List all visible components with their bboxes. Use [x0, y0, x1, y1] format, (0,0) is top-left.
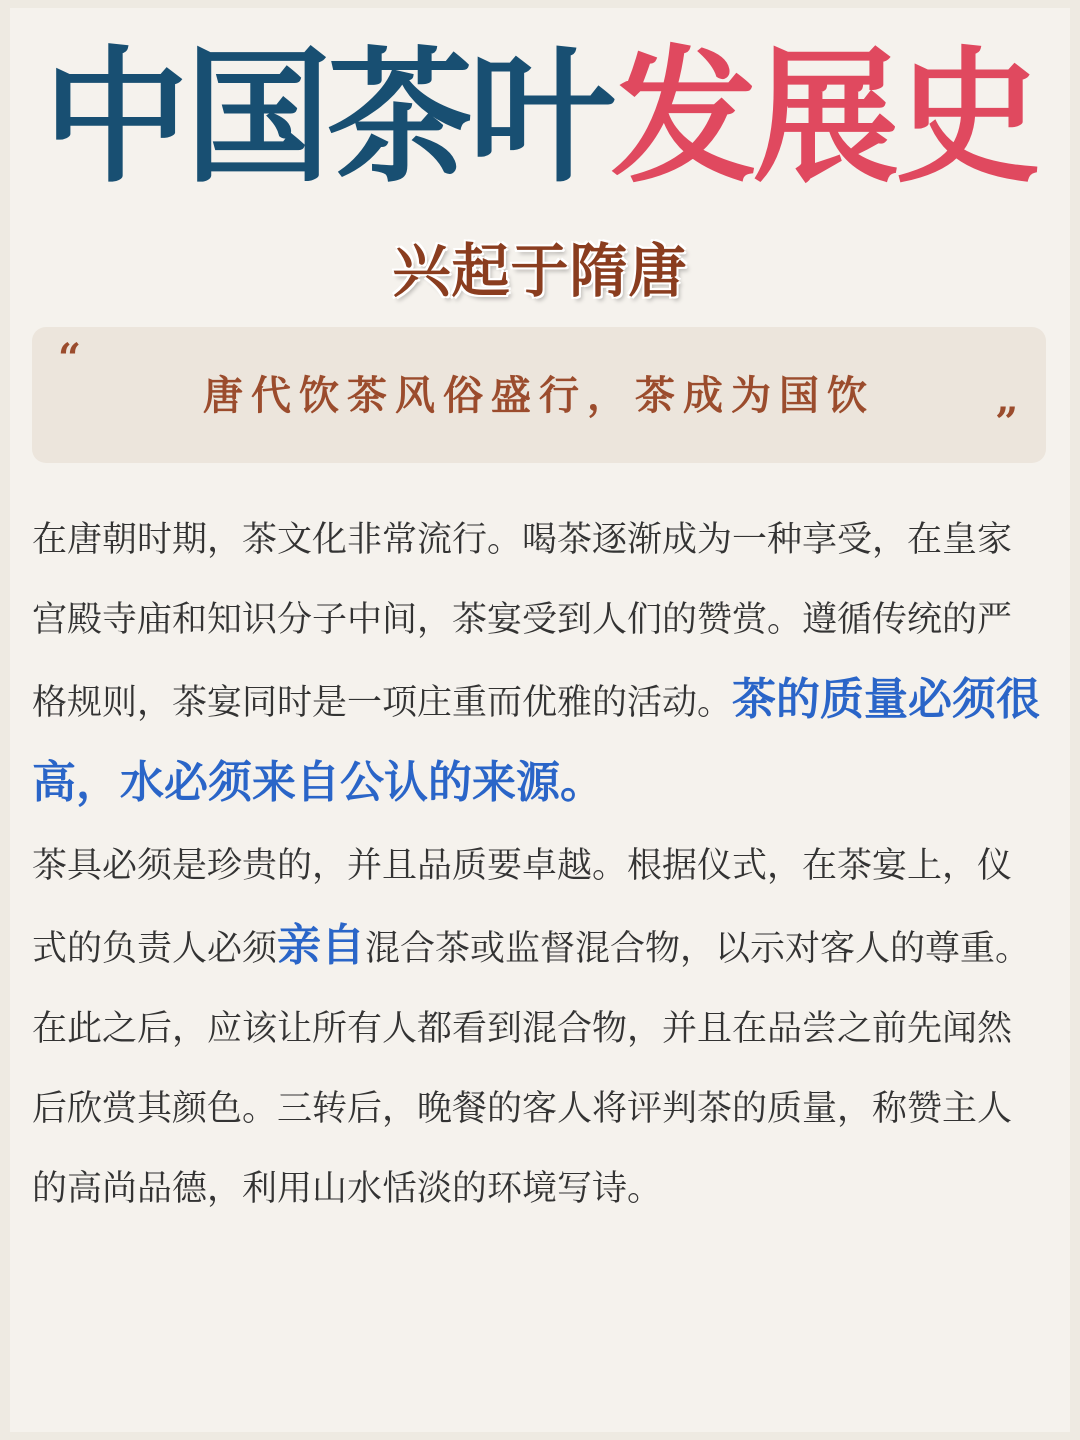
title-part-main: 中国茶叶: [43, 32, 611, 203]
title-part-accent: 发展史: [611, 32, 1037, 203]
paragraph-1-highlight: 茶的质量必须很高，水必须来自公认的来源。: [32, 674, 1041, 808]
paragraph-2: [32, 826, 1040, 989]
quote-box: [32, 327, 1046, 463]
close-quote-icon: ”: [994, 399, 1018, 446]
page-subtitle: 兴起于隋唐: [392, 237, 688, 305]
paragraph-2-text-after: 混合茶或监督混合物，以示对客人的尊重。: [365, 929, 1031, 969]
quote-text: 唐代饮茶风俗盛行，茶成为国饮: [203, 372, 875, 419]
paragraph-2-highlight: 亲自: [277, 920, 366, 971]
page-title: [0, 32, 1080, 203]
paragraph-3-text: 在此之后，应该让所有人都看到混合物，并且在品尝之前先闻然后欣赏其颜色。三转后，晚餐的客人将评判茶的质量，称赞主人的高尚品德，利用山水恬淡的环境写诗。: [32, 1009, 1013, 1209]
paragraph-1-text: 在唐朝时期，茶文化非常流行。喝茶逐渐成为一种享受，在皇家宫殿寺庙和知识分子中间，茶宴受到人们的赞赏。遵循传统的严格规则，茶宴同时是一项庄重而优雅的活动。: [32, 520, 1013, 723]
article-body: [32, 500, 1040, 1229]
paragraph-1: [32, 500, 1040, 826]
paragraph-2-text-before: 茶具必须是珍贵的，并且品质要卓越。根据仪式，在茶宴上，仪式的负责人必须: [32, 846, 1013, 969]
open-quote-icon: “: [58, 335, 82, 382]
paragraph-3: [32, 989, 1040, 1229]
